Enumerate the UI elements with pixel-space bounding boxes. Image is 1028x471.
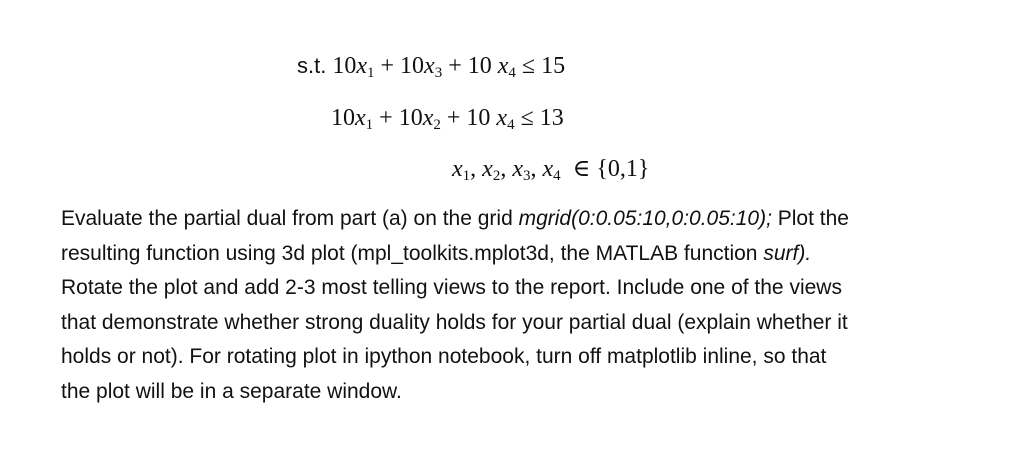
d-element-of: ∈ bbox=[572, 156, 591, 182]
para-line-2 bbox=[61, 237, 1001, 272]
c1-var1: x bbox=[356, 53, 367, 79]
c1-coef1: 10 bbox=[332, 53, 357, 79]
constraint-line-2 bbox=[331, 104, 564, 132]
mgrid-code: mgrid(0:0.05:10,0:0.05:10); bbox=[518, 207, 772, 230]
c2-var3: x bbox=[496, 105, 508, 131]
c2-sub1: 1 bbox=[365, 117, 374, 133]
para-line-5: holds or not). For rotating plot in ipython notebook, turn off matplotlib inline, so that bbox=[61, 345, 827, 368]
d-set: {0,1} bbox=[596, 156, 650, 182]
c2-relation: ≤ bbox=[520, 105, 534, 131]
c2-var1: x bbox=[355, 105, 366, 131]
c2-op1: + bbox=[379, 105, 393, 131]
c1-sub3: 4 bbox=[508, 65, 516, 81]
c1-op1: + bbox=[380, 53, 395, 79]
d-sub3: 3 bbox=[522, 168, 531, 184]
para-line-2-text: resulting function using 3d plot (mpl_toolkits.mplot3d, the MATLAB function bbox=[61, 241, 764, 265]
c2-coef2: 10 bbox=[398, 105, 423, 131]
c2-var2: x bbox=[422, 105, 434, 131]
binary-domain-line bbox=[452, 155, 649, 183]
c1-relation: ≤ bbox=[521, 53, 536, 79]
c1-sub1: 1 bbox=[367, 65, 375, 81]
d-var1: x bbox=[452, 156, 463, 182]
subject-to-label: s.t. bbox=[297, 53, 327, 78]
para-line-3: Rotate the plot and add 2-3 most telling views to the report. Include one of the views bbox=[61, 276, 842, 299]
c2-sub3: 4 bbox=[507, 117, 515, 133]
c2-coef1: 10 bbox=[331, 105, 355, 131]
d-sub2: 2 bbox=[492, 168, 501, 184]
c1-rhs: 15 bbox=[541, 53, 566, 79]
c1-op2: + bbox=[448, 53, 462, 79]
d-var2: x bbox=[482, 156, 493, 182]
d-sep1: , bbox=[470, 156, 477, 182]
c1-var2: x bbox=[424, 53, 435, 79]
para-line-1-text: Evaluate the partial dual from part (a) on the grid bbox=[61, 207, 519, 230]
c1-coef2: 10 bbox=[400, 53, 425, 79]
d-var3: x bbox=[512, 156, 523, 182]
c1-coef3: 10 bbox=[467, 53, 492, 79]
c2-op2: + bbox=[446, 105, 461, 131]
d-sub1: 1 bbox=[462, 168, 471, 184]
d-sub4: 4 bbox=[553, 168, 561, 184]
para-line-1 bbox=[61, 202, 1001, 237]
instruction-paragraph bbox=[61, 202, 1001, 409]
d-sep3: , bbox=[530, 156, 537, 182]
c2-coef3: 10 bbox=[466, 105, 491, 131]
constraint-line-1 bbox=[297, 52, 565, 80]
d-var4: x bbox=[542, 156, 554, 182]
c2-sub2: 2 bbox=[433, 117, 441, 133]
c1-sub2: 3 bbox=[434, 65, 443, 81]
para-line-4: that demonstrate whether strong duality holds for your partial dual (explain whether it bbox=[61, 310, 848, 334]
para-line-1-tail: Plot the bbox=[771, 207, 849, 230]
para-line-6: the plot will be in a separate window. bbox=[61, 379, 402, 403]
c2-rhs: 13 bbox=[539, 105, 564, 131]
surf-function: surf). bbox=[763, 241, 812, 265]
d-sep2: , bbox=[500, 156, 507, 182]
c1-var3: x bbox=[497, 53, 509, 79]
